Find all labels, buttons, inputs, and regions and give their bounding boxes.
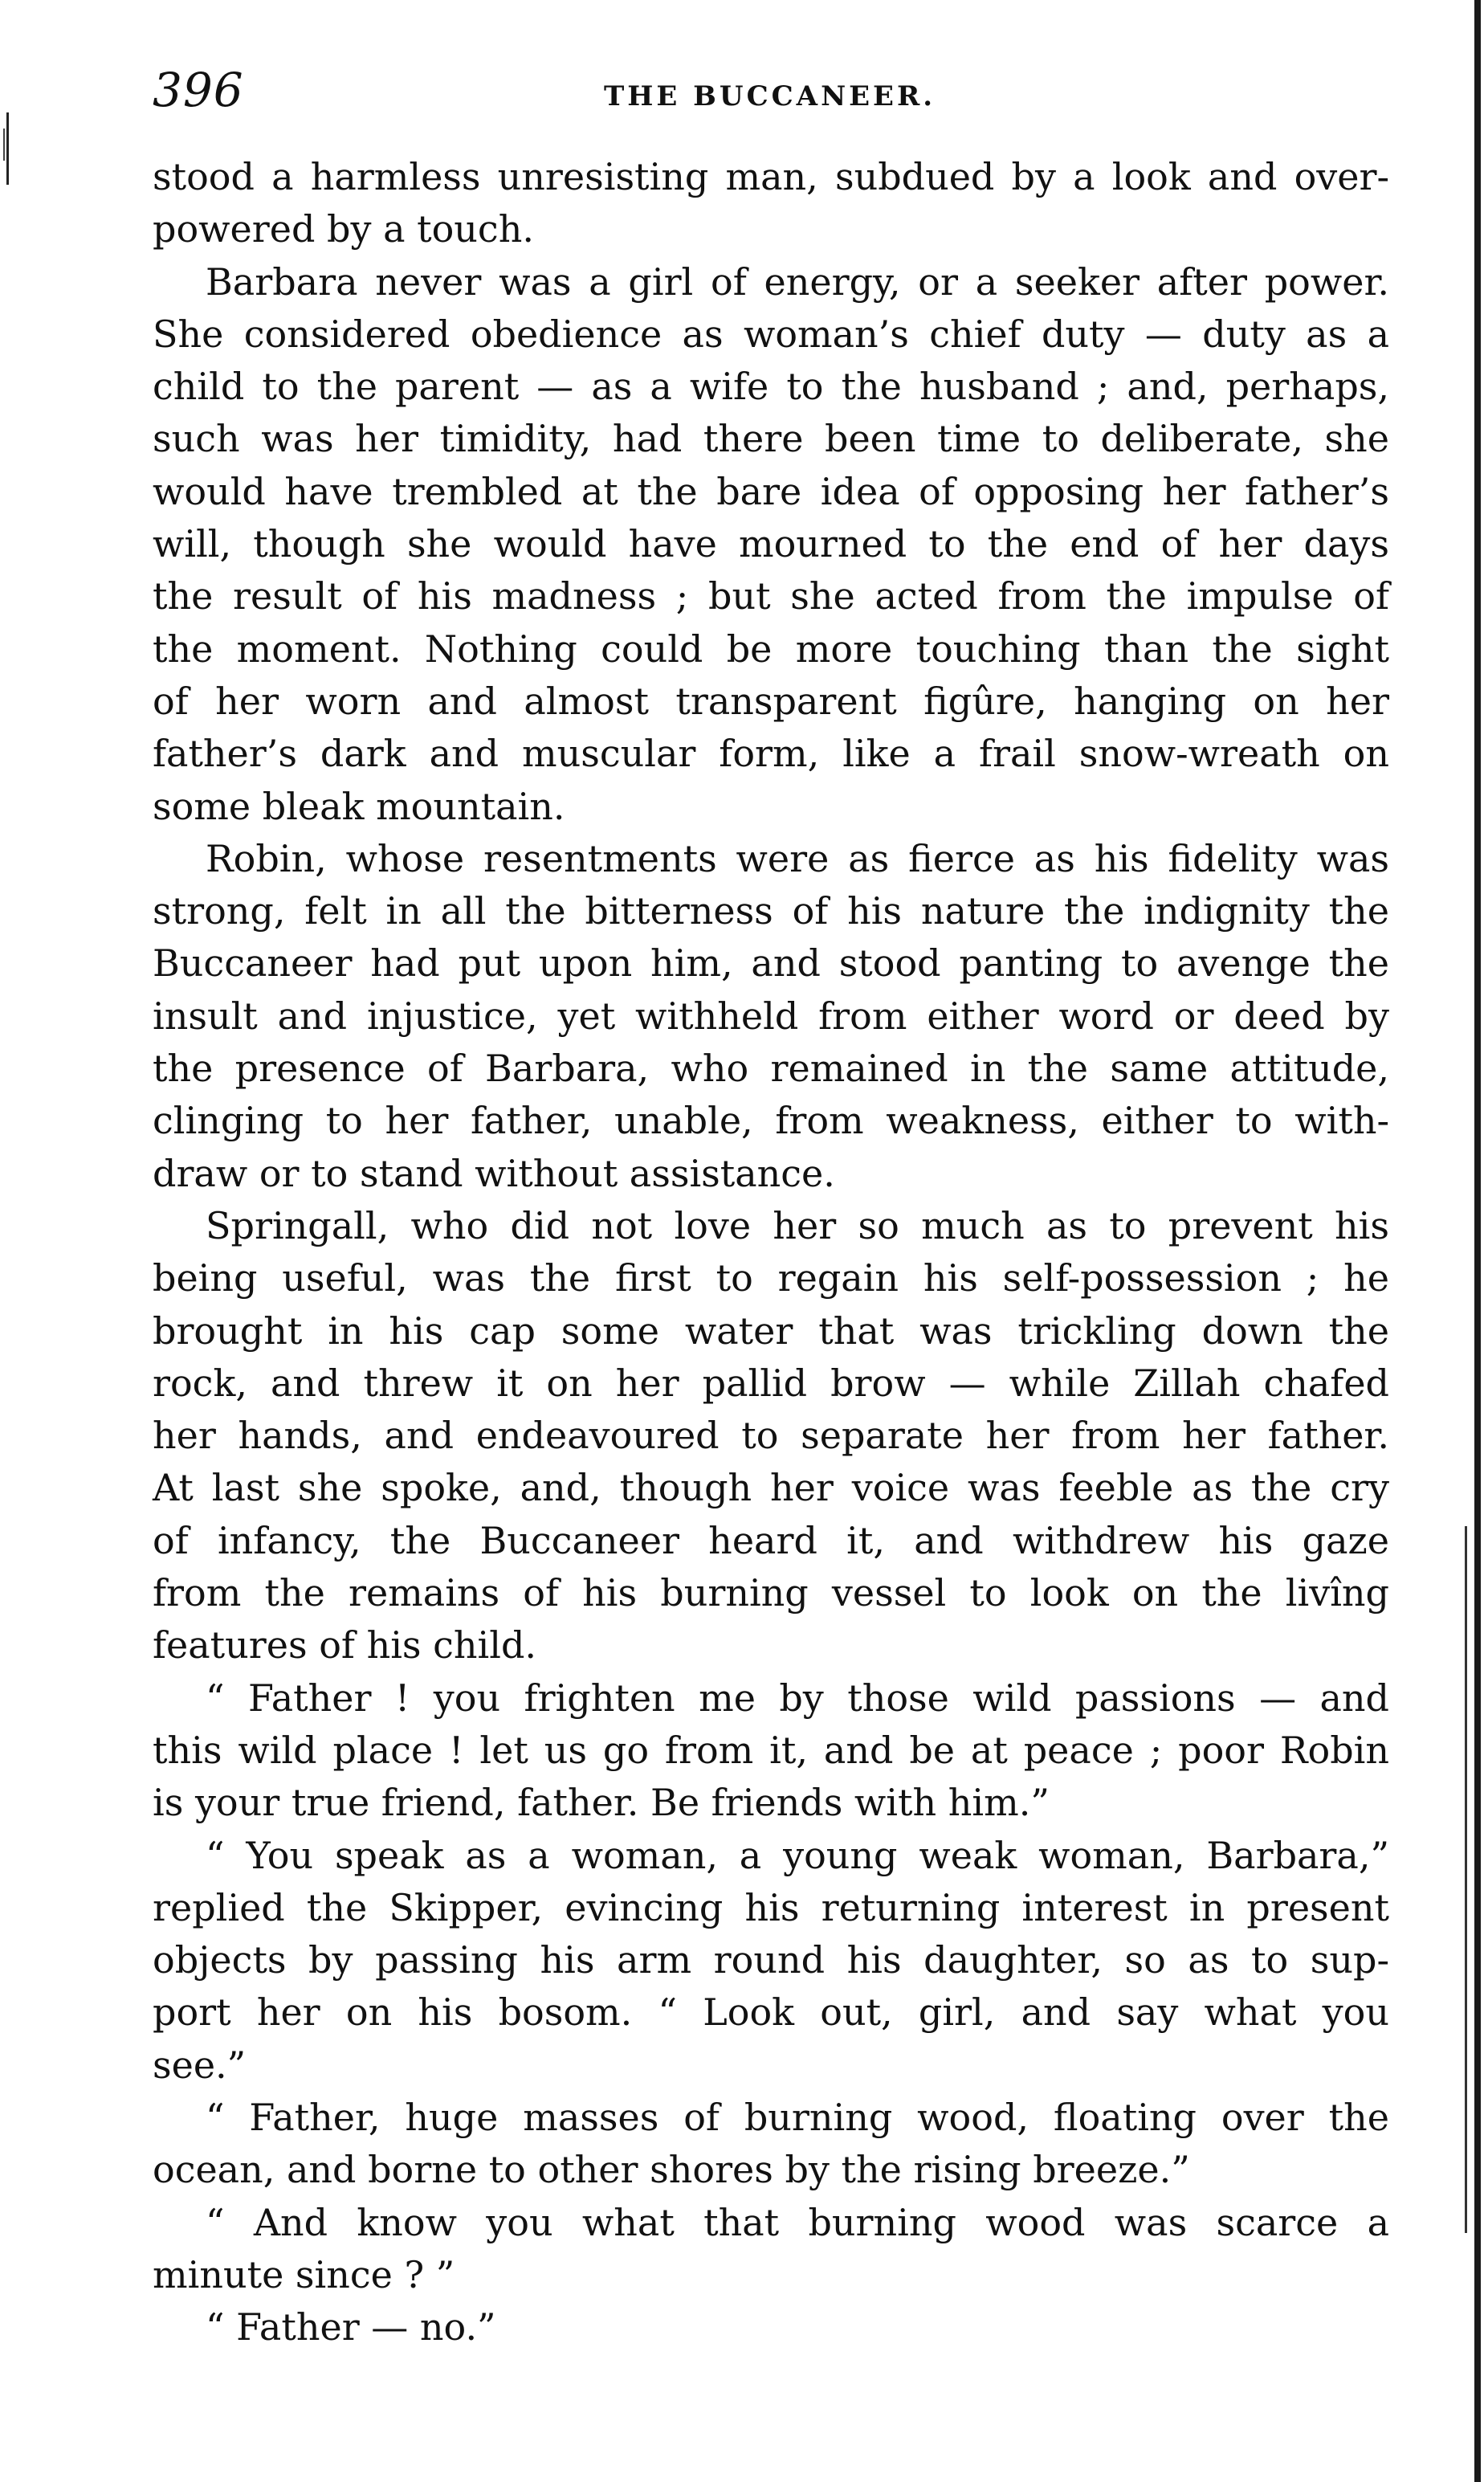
text-line: see.”: [153, 2043, 247, 2087]
text-line: clinging to her father, unable, from weakness, either to with-: [153, 1099, 1389, 1143]
text-line: of her worn and almost transparent figûre, hanging on her: [153, 679, 1389, 723]
text-line: minute since ? ”: [153, 2252, 455, 2296]
text-line: “ Father, huge masses of burning wood, floating over the: [206, 2095, 1389, 2139]
text-line: some bleak mountain.: [153, 784, 565, 828]
running-head: THE BUCCANEER.: [604, 80, 936, 112]
text-line: powered by a touch.: [153, 207, 534, 251]
page-edge-rule: [1474, 0, 1481, 2482]
scan-edge-mark-secondary: [3, 129, 5, 161]
text-line: Buccaneer had put upon him, and stood panting to avenge the: [153, 941, 1389, 986]
text-line: will, though she would have mourned to the end of her days: [153, 522, 1389, 566]
text-line: replied the Skipper, evincing his returning interest in present: [153, 1885, 1389, 1929]
text-line: this wild place ! let us go from it, and be at peace ; poor Robin: [153, 1728, 1389, 1772]
text-line: “ Father ! you frighten me by those wild passions — and: [206, 1676, 1389, 1720]
text-line: ocean, and borne to other shores by the rising breeze.”: [153, 2148, 1190, 2192]
text-line: strong, felt in all the bitterness of his nature the indignity the: [153, 889, 1389, 933]
text-line: brought in his cap some water that was trickling down the: [153, 1308, 1389, 1353]
scan-edge-mark: [6, 112, 9, 185]
text-line: the moment. Nothing could be more touching than the sight: [153, 627, 1389, 671]
page-edge-rule-inner: [1465, 1526, 1467, 2233]
text-line: “ And know you what that burning wood was scarce a: [206, 2200, 1389, 2244]
text-line: from the remains of his burning vessel to look on the livîng: [153, 1571, 1389, 1615]
page-number: 396: [153, 63, 244, 117]
text-line: would have trembled at the bare idea of opposing her father’s: [153, 469, 1389, 513]
text-line: Springall, who did not love her so much as to prevent his: [206, 1203, 1389, 1247]
text-line: Barbara never was a girl of energy, or a seeker after power.: [206, 259, 1389, 304]
text-line: Robin, whose resentments were as fierce as his fidelity was: [206, 836, 1389, 880]
text-line: is your true friend, father. Be friends with him.”: [153, 1781, 1050, 1825]
text-line: features of his child.: [153, 1623, 537, 1668]
text-line: “ Father — no.”: [206, 2305, 496, 2349]
text-line: rock, and threw it on her pallid brow — while Zillah chafed: [153, 1361, 1389, 1405]
text-line: objects by passing his arm round his daughter, so as to sup-: [153, 1938, 1389, 1982]
text-line: stood a harmless unresisting man, subdued by a look and over-: [153, 155, 1389, 198]
text-line: the result of his madness ; but she acted from the impulse of: [153, 574, 1389, 618]
text-line: port her on his bosom. “ Look out, girl, and say what you: [153, 1990, 1389, 2035]
text-line: father’s dark and muscular form, like a frail snow-wreath on: [153, 732, 1389, 776]
text-line: insult and injustice, yet withheld from either word or deed by: [153, 994, 1389, 1038]
text-line: child to the parent — as a wife to the husband ; and, perhaps,: [153, 365, 1389, 409]
text-line: She considered obedience as woman’s chief duty — duty as a: [153, 312, 1389, 356]
body-text: [153, 151, 1389, 2353]
text-line: the presence of Barbara, who remained in the same attitude,: [153, 1047, 1389, 1091]
text-line: of infancy, the Buccaneer heard it, and withdrew his gaze: [153, 1518, 1389, 1562]
text-line: At last she spoke, and, though her voice was feeble as the cry: [153, 1466, 1389, 1510]
page-header: [153, 63, 1437, 127]
text-line: such was her timidity, had there been time to deliberate, she: [153, 417, 1389, 461]
text-line: “ You speak as a woman, a young weak woman, Barbara,”: [206, 1833, 1389, 1877]
text-line: draw or to stand without assistance.: [153, 1151, 835, 1195]
text-line: being useful, was the first to regain his self-possession ; he: [153, 1256, 1389, 1300]
text-line: her hands, and endeavoured to separate her from her father.: [153, 1414, 1389, 1458]
